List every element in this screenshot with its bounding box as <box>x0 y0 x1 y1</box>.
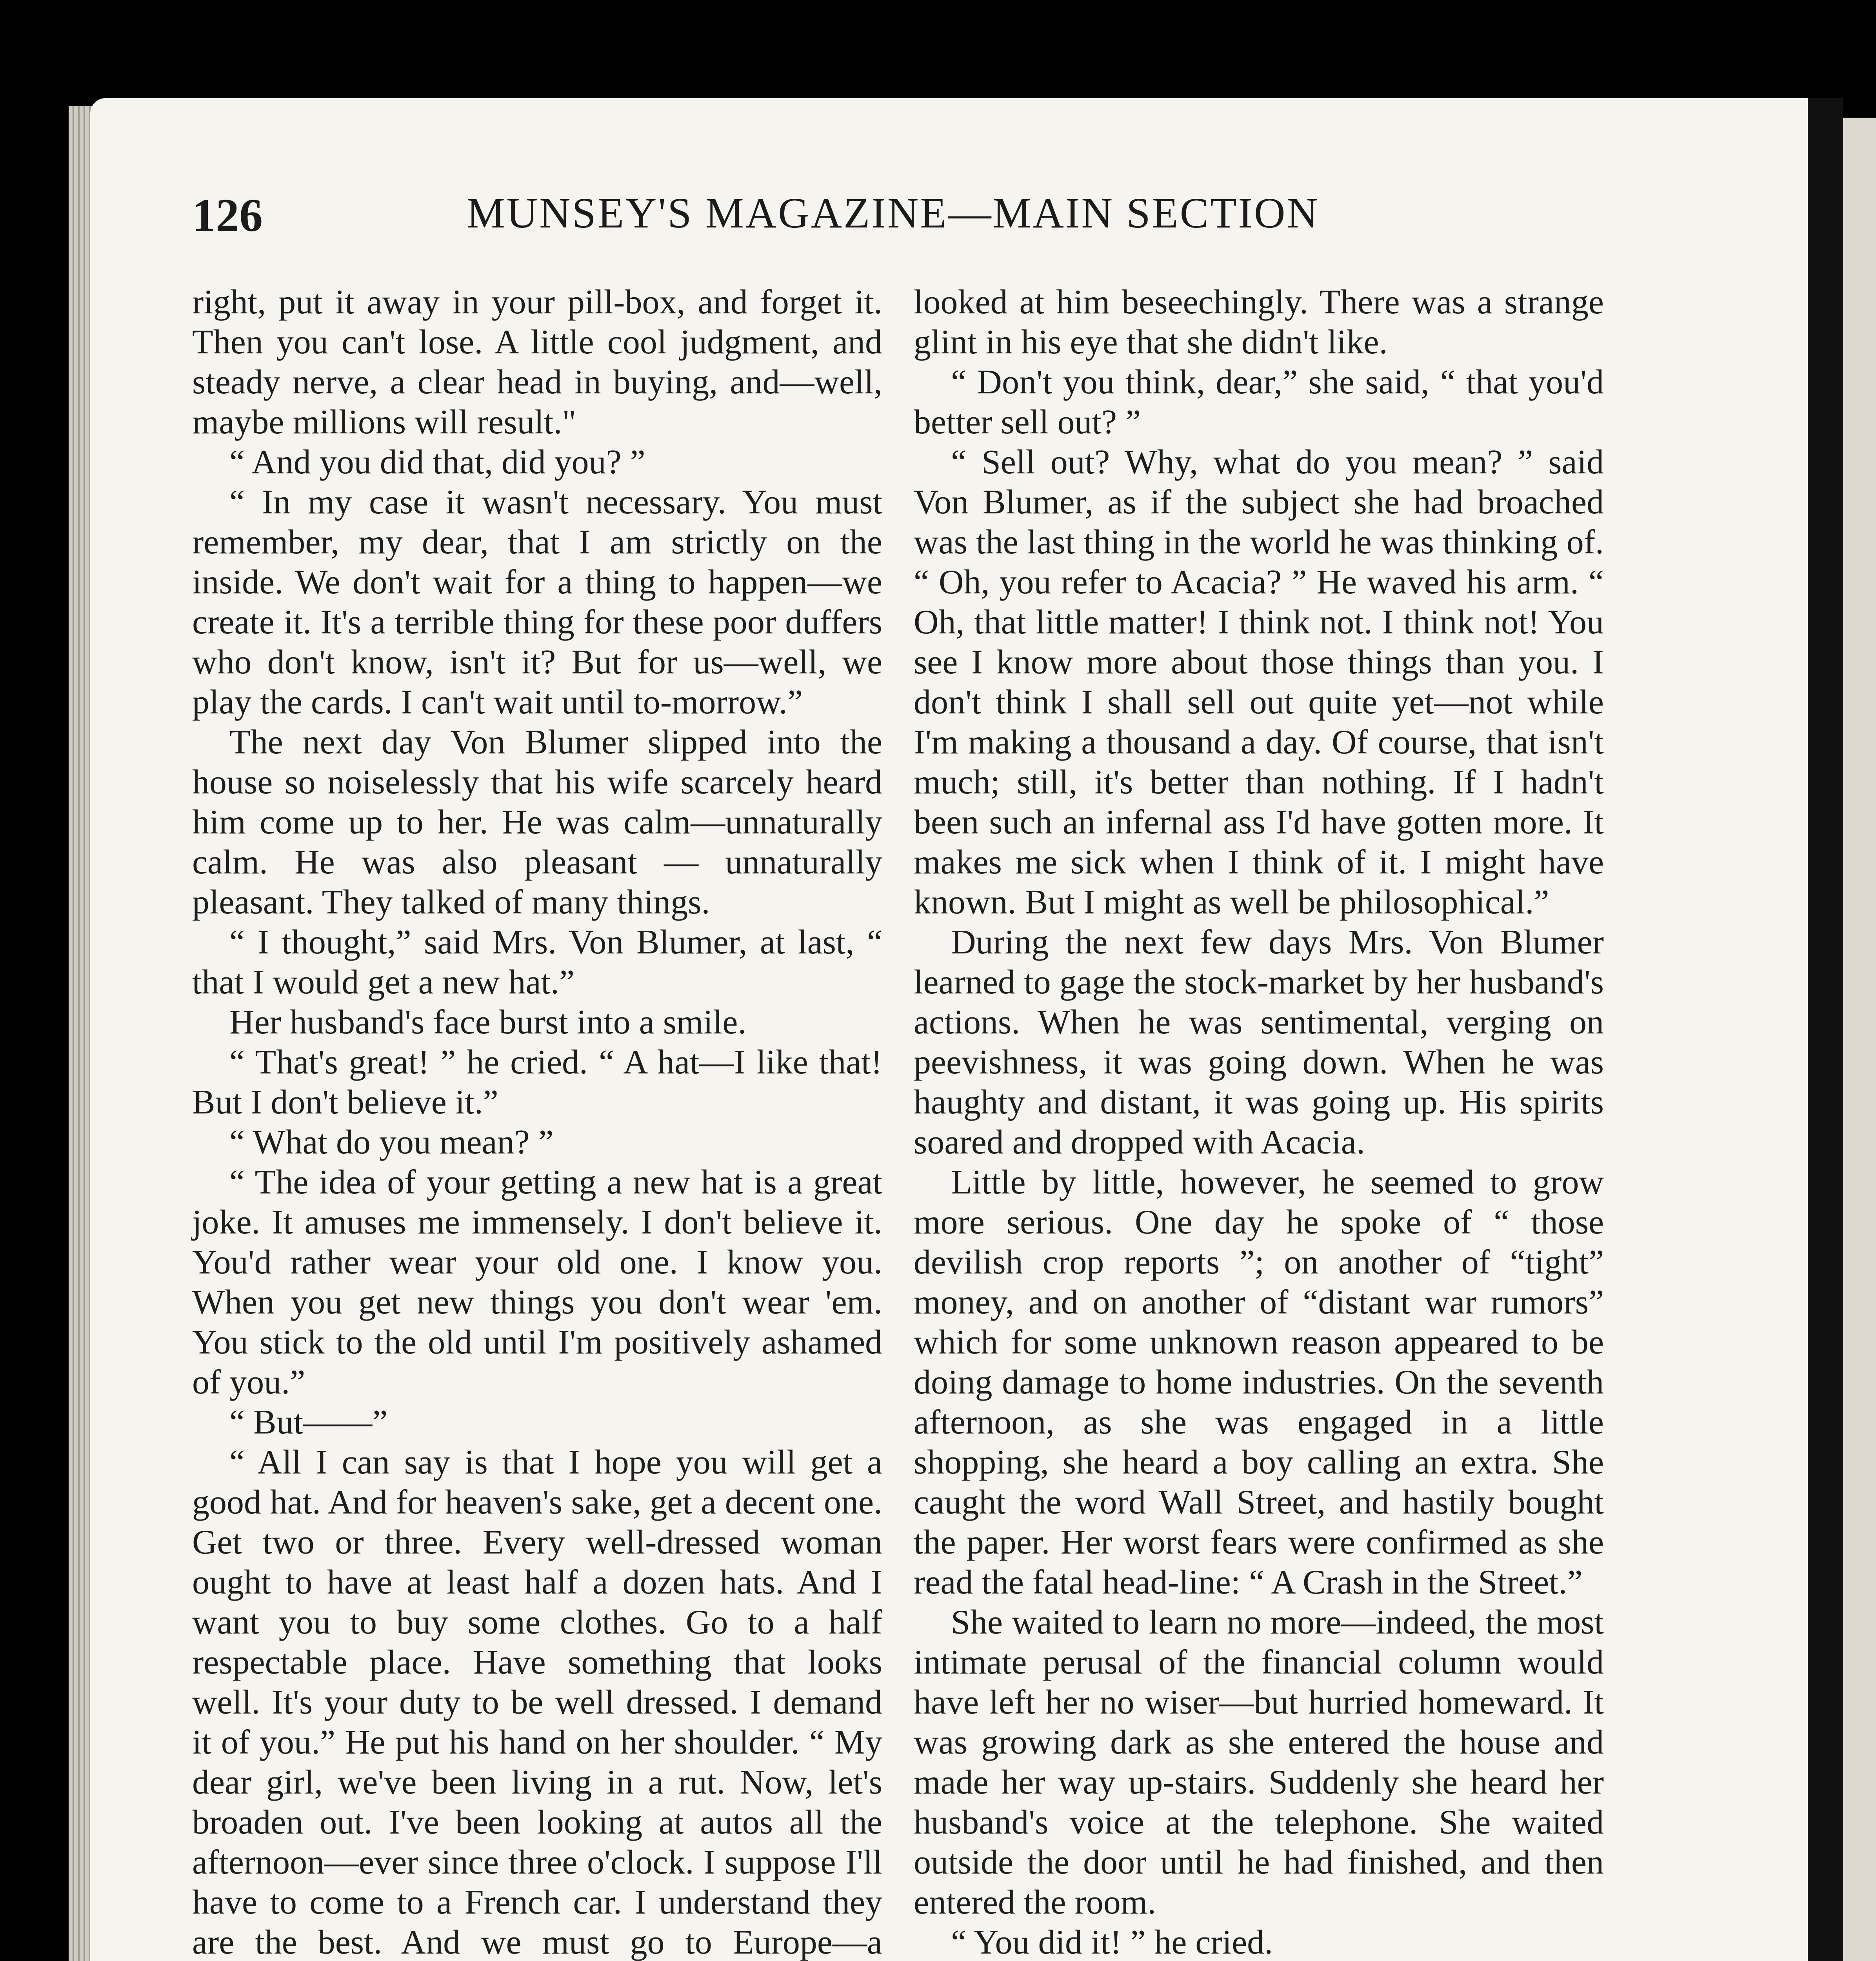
book-spine <box>1808 98 1843 1961</box>
paragraph: She waited to learn no more—indeed, the most intimate perusal of the financial column would have left her no wiser—but hurried homeward. It was growing dark as she entered the house and made her way up-stairs. Suddenly she heard her husband's voice at the telephone. She waited outside the door until he had finished, and then entered the room. <box>914 1603 1604 1921</box>
page-number: 126 <box>192 189 263 241</box>
paragraph: “ Sell out? Why, what do you mean? ” said Von Blumer, as if the subject she had broached was the last thing in the world he was thinking of. “ Oh, you refer to Acacia? ” He waved his arm. “ Oh, that little matter! I think not. I think not! You see I know more about those things than you. I don't think I shall sell out quite yet—not while I'm making a thousand a day. Of course, that isn't much; still, it's better than nothing. If I hadn't been such an infernal ass I'd have gotten more. It makes me sick when I think of it. I might have known. But I might as well be philosophical.” <box>914 443 1604 921</box>
paragraph: Her husband's face burst into a smile. <box>229 1003 747 1041</box>
paragraph: looked at him beseechingly. There was a strange glint in his eye that she didn't like. <box>914 283 1604 361</box>
paragraph: “ In my case it wasn't necessary. You must remember, my dear, that I am strictly on the inside. We don't wait for a thing to happen—we create it. It's a terrible thing for these poor duffers who don't know, isn't it? But for us—well, we play the cards. I can't wait until to-morrow.” <box>192 483 882 721</box>
facing-page-edge <box>1843 118 1876 1961</box>
paragraph: “ I thought,” said Mrs. Von Blumer, at last, “ that I would get a new hat.” <box>192 923 882 1001</box>
text-column-left <box>192 282 882 1961</box>
paragraph: Little by little, however, he seemed to grow more serious. One day he spoke of “ those devilish crop reports ”; on another of “tight” money, and on another of “distant war rumors” which for some unknown reason appeared to be doing damage to home industries. On the seventh afternoon, as she was engaged in a little shopping, she heard a boy calling an extra. She caught the word Wall Street, and hastily bought the paper. Her worst fears were confirmed as she read the fatal head-line: “ A Crash in the Street.” <box>914 1163 1604 1601</box>
page-header <box>192 188 1604 251</box>
running-head: MUNSEY'S MAGAZINE—MAIN SECTION <box>467 189 1320 237</box>
paragraph: “ And you did that, did you? ” <box>229 443 645 481</box>
paragraph: “ That's great! ” he cried. “ A hat—I like that! But I don't believe it.” <box>192 1043 882 1121</box>
paragraph: The next day Von Blumer slipped into the house so noiselessly that his wife scarcely heard him come up to her. He was calm—unnaturally calm. He was also pleasant — unnaturally pleasant. They talked of many things. <box>192 723 882 921</box>
paragraph: right, put it away in your pill-box, and forget it. Then you can't lose. A little cool judgment, and steady nerve, a clear head in buying, and—well, maybe millions will result." <box>192 283 882 441</box>
paragraph: “ What do you mean? ” <box>229 1123 554 1161</box>
paragraph: “ But——” <box>229 1403 388 1441</box>
paragraph: “ Don't you think, dear,” she said, “ that you'd better sell out? ” <box>914 363 1604 441</box>
paragraph: “ You did it! ” he cried. <box>951 1923 1273 1961</box>
paragraph: “ The idea of your getting a new hat is a great joke. It amuses me immensely. I don't believe it. You'd rather wear your old one. I know you. When you get new things you don't wear 'em. You stick to the old until I'm positively ashamed of you.” <box>192 1163 882 1401</box>
text-column-right <box>914 282 1604 1961</box>
paragraph: During the next few days Mrs. Von Blumer learned to gage the stock-market by her husband's actions. When he was sentimental, verging on peevishness, it was going down. When he was haughty and distant, it was going up. His spirits soared and dropped with Acacia. <box>914 923 1604 1161</box>
paragraph: “ All I can say is that I hope you will get a good hat. And for heaven's sake, get a decent one. Get two or three. Every well-dressed woman ought to have at least half a dozen hats. And I want you to buy some clothes. Go to a half respectable place. Have something that looks well. It's your duty to be well dressed. I demand it of you.” He put his hand on her shoulder. “ My dear girl, we've been living in a rut. Now, let's broaden out. I've been looking at autos all the afternoon—ever since three o'clock. I suppose I'll have to come to a French car. I understand they are the best. And we must go to Europe—a <box>192 1443 882 1961</box>
